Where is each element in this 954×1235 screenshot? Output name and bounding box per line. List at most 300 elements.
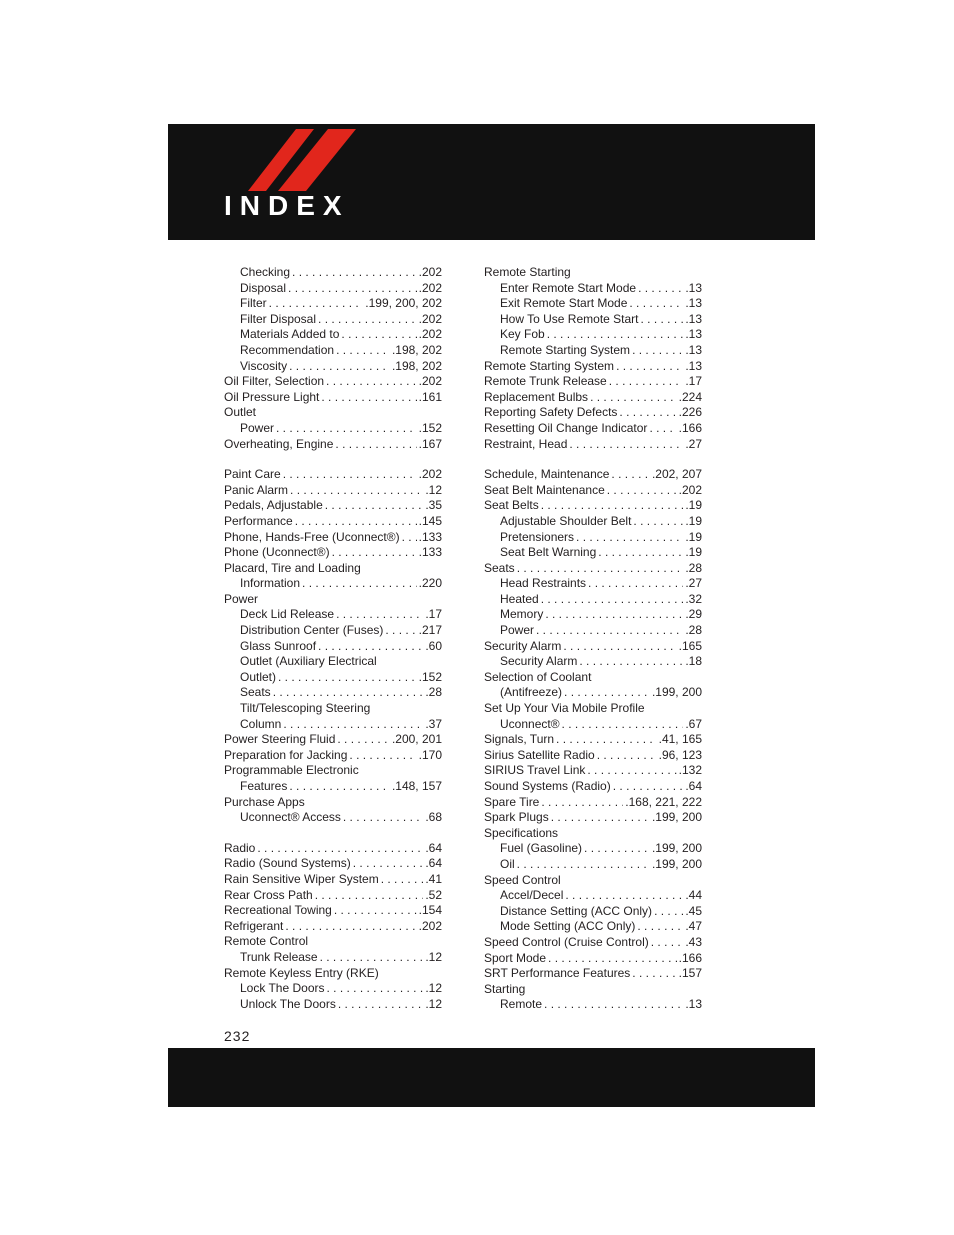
entry-label: Recreational Towing <box>224 903 332 918</box>
leader-dots <box>587 763 676 779</box>
entry-label: (Antifreeze) <box>500 685 563 700</box>
entry-page-ref: .199, 200 <box>651 856 702 871</box>
entry-label: Set Up Your Via Mobile Profile <box>484 701 645 716</box>
index-entry <box>484 359 702 375</box>
index-entry <box>224 483 442 499</box>
index-subentry <box>224 654 442 670</box>
entry-page-ref: .145 <box>418 513 442 528</box>
leader-dots <box>638 281 683 297</box>
entry-page-ref: .152 <box>418 420 442 435</box>
index-column-right <box>484 265 702 1013</box>
entry-label: Memory <box>500 607 544 622</box>
index-subentry <box>224 810 442 826</box>
entry-page-ref: .202, 207 <box>651 467 702 482</box>
leader-dots <box>569 437 683 453</box>
entry-label: Recommendation <box>240 342 335 357</box>
index-subentry <box>484 592 702 608</box>
index-header-band <box>168 124 815 240</box>
entry-label: How To Use Remote Start <box>500 311 639 326</box>
brand-stripes-icon <box>248 129 360 191</box>
leader-dots <box>517 857 650 873</box>
leader-dots <box>517 561 684 577</box>
entry-page-ref: .12 <box>425 482 442 497</box>
entry-page-ref: .17 <box>685 374 702 389</box>
entry-label: Mode Setting (ACC Only) <box>500 919 636 934</box>
index-entry <box>224 732 442 748</box>
index-entry <box>224 405 442 421</box>
entry-page-ref: .13 <box>685 311 702 326</box>
index-subentry <box>484 654 702 670</box>
index-entry <box>484 779 702 795</box>
entry-label: Restraint, Head <box>484 436 568 451</box>
entry-label: Security Alarm <box>500 654 578 669</box>
leader-dots <box>337 732 390 748</box>
leader-dots <box>584 841 650 857</box>
entry-label: Checking <box>240 265 291 279</box>
leader-dots <box>318 639 423 655</box>
leader-dots <box>302 576 417 592</box>
leader-dots <box>649 421 676 437</box>
leader-dots <box>385 623 416 639</box>
entry-page-ref: .198, 202 <box>391 342 442 357</box>
leader-dots <box>651 935 684 951</box>
entry-page-ref: .133 <box>418 529 442 544</box>
index-subentry <box>224 421 442 437</box>
index-entry <box>484 732 702 748</box>
leader-dots <box>283 467 417 483</box>
index-entry <box>224 530 442 546</box>
entry-label: Deck Lid Release <box>240 607 335 622</box>
entry-page-ref: .19 <box>685 513 702 528</box>
index-column-left <box>224 265 442 1012</box>
entry-page-ref: .202 <box>418 327 442 342</box>
entry-label: Viscosity <box>240 358 288 373</box>
index-entry <box>224 841 442 857</box>
index-entry <box>224 545 442 561</box>
entry-label: Seats <box>240 685 271 700</box>
index-subentry <box>484 545 702 561</box>
index-entry <box>224 872 442 888</box>
entry-page-ref: .132 <box>678 763 702 778</box>
entry-label: Glass Sunroof <box>240 638 317 653</box>
entry-page-ref: .28 <box>685 560 702 575</box>
entry-page-ref: .224 <box>678 389 702 404</box>
index-subentry <box>224 312 442 328</box>
index-entry <box>224 795 442 811</box>
entry-page-ref: .202 <box>678 482 702 497</box>
entry-label: Specifications <box>484 825 559 840</box>
index-subentry <box>224 281 442 297</box>
index-entry <box>484 265 702 281</box>
index-entry <box>224 374 442 390</box>
entry-label: Seat Belt Warning <box>500 545 597 560</box>
page-title: INDEX <box>224 190 350 221</box>
leader-dots <box>613 779 684 795</box>
index-subentry <box>224 701 442 717</box>
entry-page-ref: .167 <box>418 436 442 451</box>
entry-label: Speed Control (Cruise Control) <box>484 934 649 949</box>
entry-label: Rear Cross Path <box>224 887 313 902</box>
entry-label: Starting <box>484 981 526 996</box>
leader-dots <box>548 951 677 967</box>
entry-page-ref: .96, 123 <box>658 747 702 762</box>
entry-page-ref: .199, 200 <box>651 841 702 856</box>
entry-page-ref: .28 <box>685 623 702 638</box>
entry-page-ref: .226 <box>678 405 702 420</box>
index-entry <box>484 467 702 483</box>
entry-page-ref: .12 <box>425 996 442 1011</box>
leader-dots <box>563 639 676 655</box>
entry-page-ref: .19 <box>685 529 702 544</box>
entry-label: Power Steering Fluid <box>224 732 336 747</box>
leader-dots <box>343 810 423 826</box>
leader-dots <box>629 296 683 312</box>
leader-dots <box>556 732 657 748</box>
entry-label: Phone, Hands-Free (Uconnect®) <box>224 529 400 544</box>
index-entry <box>484 873 702 889</box>
entry-page-ref: .165 <box>678 638 702 653</box>
entry-label: Placard, Tire and Loading <box>224 560 361 575</box>
index-entry <box>484 421 702 437</box>
entry-page-ref: .41 <box>425 871 442 886</box>
index-subentry <box>224 717 442 733</box>
entry-page-ref: .200, 201 <box>391 732 442 747</box>
entry-label: Accel/Decel <box>500 888 564 903</box>
leader-dots <box>641 312 684 328</box>
entry-label: Distance Setting (ACC Only) <box>500 903 653 918</box>
entry-label: SIRIUS Travel Link <box>484 763 586 778</box>
entry-page-ref: .64 <box>425 856 442 871</box>
entry-page-ref: .13 <box>685 997 702 1012</box>
entry-label: Replacement Bulbs <box>484 389 589 404</box>
entry-page-ref: .202 <box>418 265 442 279</box>
index-entry <box>484 748 702 764</box>
leader-dots <box>276 421 417 437</box>
entry-page-ref: .133 <box>418 545 442 560</box>
leader-dots <box>541 592 684 608</box>
entry-label: Seat Belt Maintenance <box>484 482 605 497</box>
index-entry <box>484 826 702 842</box>
entry-page-ref: .166 <box>678 950 702 965</box>
footer-band <box>168 1048 815 1107</box>
leader-dots <box>632 343 683 359</box>
leader-dots <box>325 498 424 514</box>
leader-dots <box>562 717 684 733</box>
leader-dots <box>607 483 677 499</box>
index-subentry <box>484 717 702 733</box>
index-subentry <box>484 607 702 623</box>
entry-page-ref: .202 <box>418 918 442 933</box>
entry-page-ref: .29 <box>685 607 702 622</box>
index-entry <box>224 390 442 406</box>
index-subentry <box>484 281 702 297</box>
leader-dots <box>289 779 390 795</box>
entry-label: Oil Filter, Selection <box>224 374 325 389</box>
leader-dots <box>327 981 424 997</box>
entry-label: Remote Starting System <box>500 342 631 357</box>
leader-dots <box>336 607 423 623</box>
entry-page-ref: .18 <box>685 654 702 669</box>
leader-dots <box>544 997 683 1013</box>
entry-page-ref: .13 <box>685 327 702 342</box>
leader-dots <box>338 997 423 1013</box>
leader-dots <box>551 810 650 826</box>
leader-dots <box>273 685 424 701</box>
entry-label: Security Alarm <box>484 638 562 653</box>
leader-dots <box>326 374 417 390</box>
entry-label: Signals, Turn <box>484 732 555 747</box>
index-subentry <box>484 312 702 328</box>
index-entry <box>224 514 442 530</box>
entry-label: Fuel (Gasoline) <box>500 841 583 856</box>
entry-label: Reporting Safety Defects <box>484 405 618 420</box>
entry-label: Disposal <box>240 280 287 295</box>
entry-label: Remote <box>500 997 543 1012</box>
index-subentry <box>484 296 702 312</box>
leader-dots <box>609 374 684 390</box>
entry-page-ref: .168, 221, 222 <box>625 794 702 809</box>
index-subentry <box>224 343 442 359</box>
entry-label: Refrigerant <box>224 918 284 933</box>
leader-dots <box>579 654 683 670</box>
index-entry <box>484 935 702 951</box>
entry-label: Enter Remote Start Mode <box>500 280 637 295</box>
entry-label: Speed Control <box>484 872 561 887</box>
index-entry <box>224 748 442 764</box>
leader-dots <box>336 343 390 359</box>
entry-page-ref: .67 <box>685 716 702 731</box>
leader-dots <box>269 296 364 312</box>
entry-page-ref: .44 <box>685 888 702 903</box>
index-entry <box>484 810 702 826</box>
entry-label: Spare Tire <box>484 794 540 809</box>
entry-label: Panic Alarm <box>224 482 289 497</box>
entry-page-ref: .161 <box>418 389 442 404</box>
entry-label: Outlet (Auxiliary Electrical <box>240 654 377 669</box>
index-entry <box>224 498 442 514</box>
entry-label: Head Restraints <box>500 576 587 591</box>
leader-dots <box>541 795 623 811</box>
index-entry <box>484 982 702 998</box>
leader-dots <box>283 717 423 733</box>
index-subentry <box>484 685 702 701</box>
leader-dots <box>257 841 423 857</box>
entry-page-ref: .202 <box>418 311 442 326</box>
entry-label: Oil Pressure Light <box>224 389 320 404</box>
entry-page-ref: .35 <box>425 498 442 513</box>
entry-label: Power <box>500 623 535 638</box>
entry-page-ref: .64 <box>685 779 702 793</box>
index-entry <box>224 966 442 982</box>
index-subentry <box>484 857 702 873</box>
entry-label: Rain Sensitive Wiper System <box>224 871 379 886</box>
entry-page-ref: .27 <box>685 576 702 591</box>
leader-dots <box>536 623 683 639</box>
leader-dots <box>616 359 683 375</box>
entry-label: Exit Remote Start Mode <box>500 296 628 311</box>
leader-dots <box>292 265 417 281</box>
index-subentry <box>224 950 442 966</box>
entry-label: Materials Added to <box>240 327 340 342</box>
entry-page-ref: .12 <box>425 981 442 996</box>
leader-dots <box>381 872 424 888</box>
entry-label: Filter <box>240 296 267 311</box>
entry-label: Remote Starting <box>484 265 571 279</box>
entry-label: Information <box>240 576 301 591</box>
index-entry <box>484 374 702 390</box>
leader-dots <box>290 483 423 499</box>
leader-dots <box>547 327 684 343</box>
entry-label: Pretensioners <box>500 529 575 544</box>
index-subentry <box>484 997 702 1013</box>
index-entry <box>224 467 442 483</box>
entry-page-ref: .199, 200, 202 <box>365 296 442 311</box>
entry-page-ref: .28 <box>425 685 442 700</box>
entry-page-ref: .32 <box>685 591 702 606</box>
entry-page-ref: .64 <box>425 840 442 855</box>
entry-page-ref: .157 <box>678 966 702 981</box>
entry-label: Sound Systems (Radio) <box>484 779 611 793</box>
entry-label: Purchase Apps <box>224 794 305 809</box>
index-entry <box>484 498 702 514</box>
entry-label: Remote Starting System <box>484 358 615 373</box>
entry-page-ref: .166 <box>678 420 702 435</box>
leader-dots <box>285 919 416 935</box>
leader-dots <box>654 904 683 920</box>
index-entry <box>224 934 442 950</box>
entry-label: Programmable Electronic <box>224 763 359 778</box>
leader-dots <box>289 359 390 375</box>
leader-dots <box>320 950 424 966</box>
entry-label: Power <box>224 591 259 606</box>
leader-dots <box>315 888 424 904</box>
leader-dots <box>295 514 417 530</box>
entry-label: Preparation for Jacking <box>224 747 348 762</box>
entry-label: Resetting Oil Change Indicator <box>484 420 648 435</box>
entry-label: Features <box>240 779 288 793</box>
leader-dots <box>353 856 424 872</box>
leader-dots <box>590 390 677 406</box>
entry-label: Seat Belts <box>484 498 539 513</box>
index-entry <box>224 919 442 935</box>
entry-label: Radio <box>224 840 256 855</box>
index-subentry <box>484 327 702 343</box>
entry-page-ref: .27 <box>685 436 702 451</box>
entry-page-ref: .13 <box>685 296 702 311</box>
entry-label: Lock The Doors <box>240 981 325 996</box>
entry-label: Uconnect® Access <box>240 810 341 825</box>
entry-label: Performance <box>224 513 293 528</box>
leader-dots <box>637 919 683 935</box>
entry-label: Power <box>240 420 275 435</box>
entry-label: Pedals, Adjustable <box>224 498 323 513</box>
index-entry <box>484 951 702 967</box>
entry-page-ref: .60 <box>425 638 442 653</box>
entry-label: Paint Care <box>224 467 281 482</box>
entry-label: Selection of Coolant <box>484 669 592 684</box>
entry-page-ref: .154 <box>418 903 442 918</box>
leader-dots <box>288 281 417 297</box>
entry-label: Adjustable Shoulder Belt <box>500 513 632 528</box>
entry-label: Distribution Center (Fuses) <box>240 623 384 638</box>
entry-label: SRT Performance Features <box>484 966 631 981</box>
entry-page-ref: .43 <box>685 934 702 949</box>
index-entry <box>224 561 442 577</box>
index-entry <box>224 763 442 779</box>
index-subentry <box>484 576 702 592</box>
entry-label: Spark Plugs <box>484 810 549 825</box>
entry-label: Trunk Release <box>240 949 318 964</box>
index-subentry <box>484 841 702 857</box>
index-subentry <box>224 685 442 701</box>
entry-label: Column <box>240 716 282 731</box>
index-entry <box>484 561 702 577</box>
entry-page-ref: .47 <box>685 919 702 934</box>
index-subentry <box>484 623 702 639</box>
index-entry <box>484 639 702 655</box>
entry-label: Outlet) <box>240 669 277 684</box>
entry-page-ref: .19 <box>685 498 702 513</box>
entry-label: Seats <box>484 560 515 575</box>
entry-page-ref: .52 <box>425 887 442 902</box>
entry-page-ref: .12 <box>425 949 442 964</box>
entry-page-ref: .199, 200 <box>651 685 702 700</box>
entry-page-ref: .152 <box>418 669 442 684</box>
index-subentry <box>224 327 442 343</box>
leader-dots <box>321 390 416 406</box>
leader-dots <box>597 748 657 764</box>
entry-label: Overheating, Engine <box>224 436 334 451</box>
entry-label: Unlock The Doors <box>240 996 336 1011</box>
leader-dots <box>564 685 650 701</box>
leader-dots <box>402 530 417 546</box>
index-subentry <box>224 607 442 623</box>
entry-page-ref: .148, 157 <box>391 779 442 793</box>
entry-label: Filter Disposal <box>240 311 317 326</box>
index-subentry <box>224 981 442 997</box>
index-subentry <box>224 265 442 281</box>
entry-page-ref: .170 <box>418 747 442 762</box>
leader-dots <box>335 437 416 453</box>
entry-page-ref: .17 <box>425 607 442 622</box>
leader-dots <box>598 545 683 561</box>
index-entry <box>484 390 702 406</box>
index-entry <box>484 405 702 421</box>
index-entry <box>224 903 442 919</box>
index-entry <box>484 437 702 453</box>
leader-dots <box>588 576 683 592</box>
entry-label: Remote Trunk Release <box>484 374 607 389</box>
index-entry <box>224 592 442 608</box>
leader-dots <box>341 327 416 343</box>
leader-dots <box>278 670 417 686</box>
index-subentry <box>484 514 702 530</box>
entry-label: Phone (Uconnect®) <box>224 545 330 560</box>
leader-dots <box>541 498 684 514</box>
index-entry <box>224 888 442 904</box>
index-entry <box>484 701 702 717</box>
index-subentry <box>224 639 442 655</box>
entry-page-ref: .45 <box>685 903 702 918</box>
entry-page-ref: .37 <box>425 716 442 731</box>
leader-dots <box>334 903 417 919</box>
index-entry <box>484 966 702 982</box>
entry-page-ref: .202 <box>418 467 442 482</box>
index-subentry <box>224 296 442 312</box>
entry-label: Sirius Satellite Radio <box>484 747 595 762</box>
index-subentry <box>224 670 442 686</box>
entry-page-ref: .202 <box>418 374 442 389</box>
